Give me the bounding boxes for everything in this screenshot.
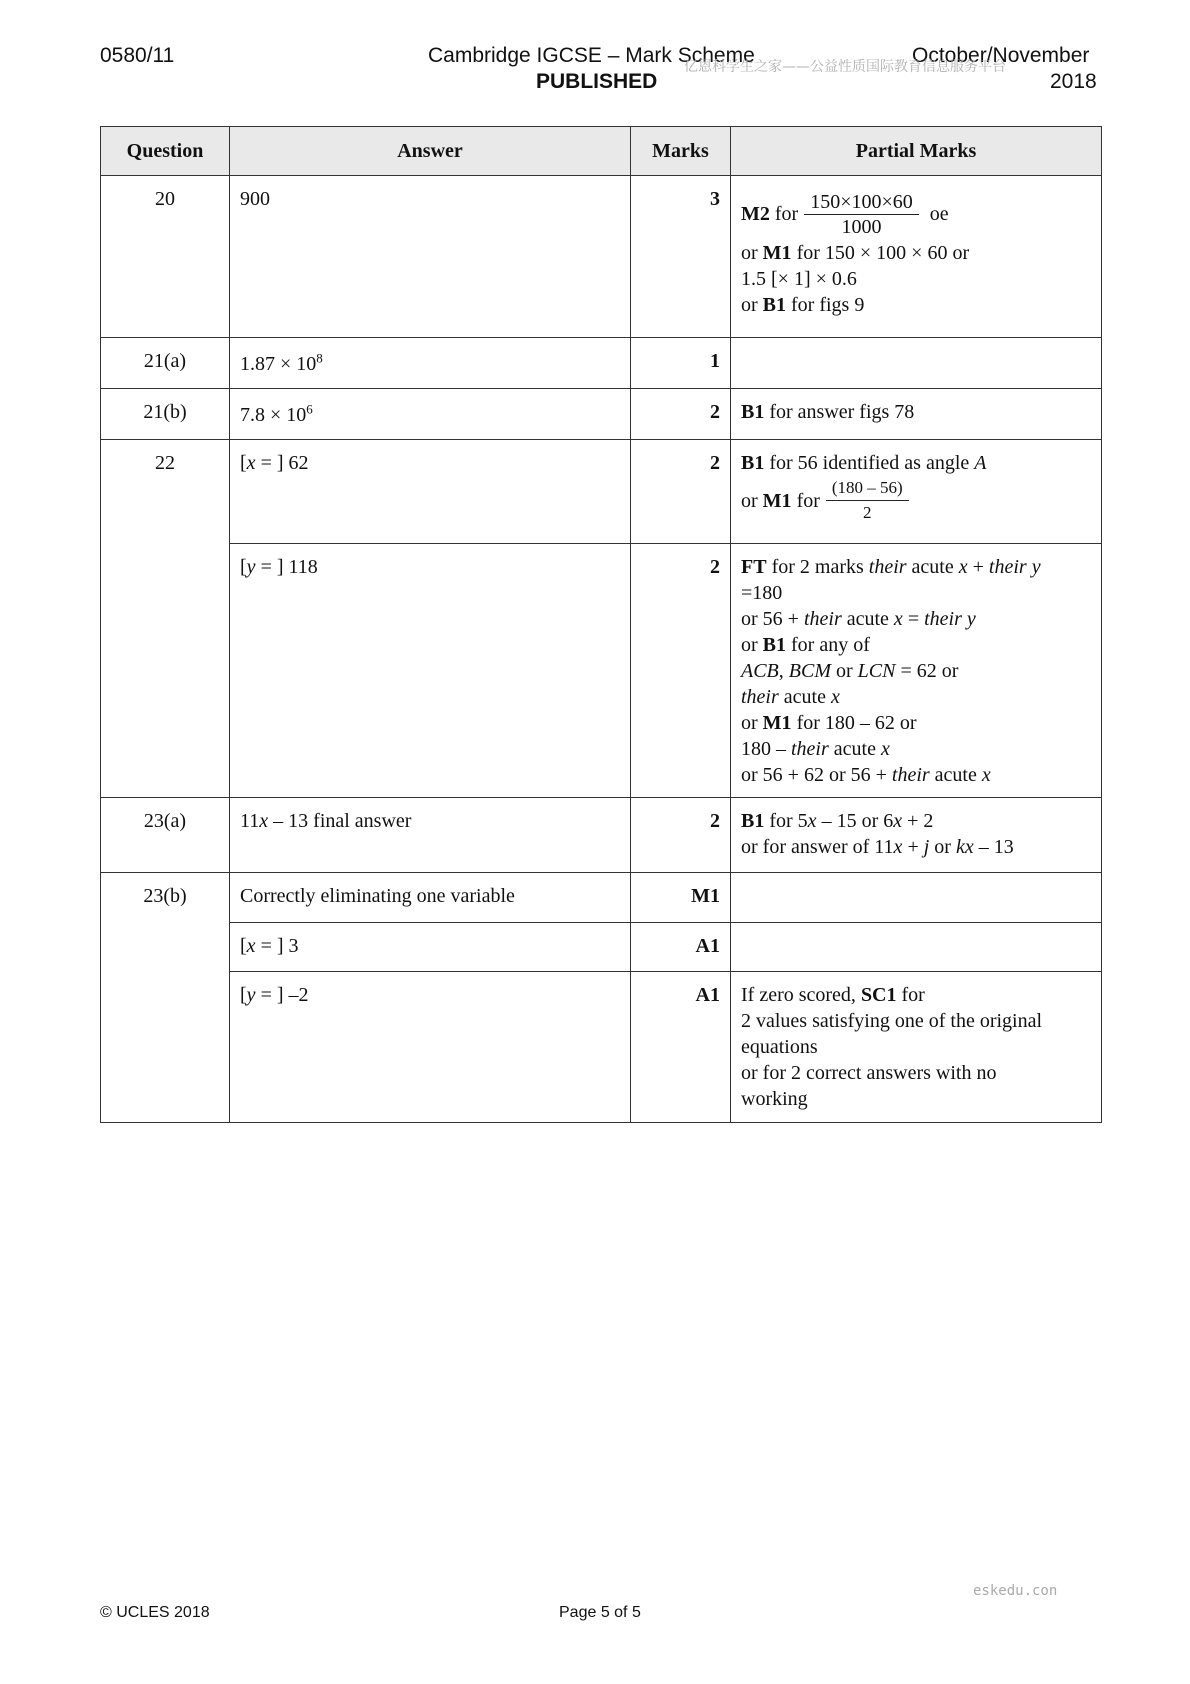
partial-marks-cell: FT for 2 marks their acute x + their y =180 or 56 + their acute x = their y or B1 for any of ACB, BCM or LCN = 62 or their acute x or M1 for 180 – 62 or 180 – their acute x or 56 + 62 or 56 + their acute x [731,544,1102,798]
answer-cell: [x = ] 62 [230,440,631,544]
answer-cell: [x = ] 3 [230,923,631,972]
answer-cell: $7.8 \times 10^6$ [230,389,631,440]
marks-cell: 3 [631,176,731,338]
answer-cell: Correctly eliminating one variable [230,873,631,923]
table-row [101,176,1102,338]
marks-cell: 1 [631,338,731,389]
question-number: 21(b) [101,389,230,440]
marks-cell: A1 [631,923,731,972]
document-title: Cambridge IGCSE – Mark Scheme [428,44,755,67]
table-row [101,873,1102,923]
mark-scheme-table [100,126,1102,1123]
table-row [101,972,1102,1123]
answer-cell: 900 [230,176,631,338]
question-number: 21(a) [101,338,230,389]
marks-cell: 2 [631,544,731,798]
question-header: Question [101,127,230,176]
question-number: 22 [101,440,230,798]
watermark-text: 亿恩科学生之家——公益性质国际教育信息服务平台 [684,59,1006,75]
table-row [101,798,1102,873]
fraction: $\frac{150\times 100\times 60}{1000}$ [804,190,919,239]
page-number: Page 5 of 5 [559,1604,641,1621]
table-row [101,338,1102,389]
question-number: 23(b) [101,873,230,1123]
partial-marks-cell: If zero scored, SC1 for 2 values satisfying one of the original equations or for 2 correct answers with no working [731,972,1102,1123]
answer-cell: [y = ] –2 [230,972,631,1123]
partial-marks-cell [731,923,1102,972]
table-row [101,544,1102,798]
published-label: PUBLISHED [536,70,658,93]
question-number: 20 [101,176,230,338]
copyright: © UCLES 2018 [100,1604,210,1621]
partial-marks-cell: B1 for 56 identified as angle A or M1 for $\frac{(180 - 56)}{2}$ [731,440,1102,544]
partial-marks-cell [731,338,1102,389]
marks-cell: 2 [631,389,731,440]
partial-marks-header: Partial Marks [731,127,1102,176]
table-row [101,389,1102,440]
site-watermark: eskedu.con [973,1583,1058,1599]
marks-cell: A1 [631,972,731,1123]
partial-marks-cell: B1 for 5x – 15 or 6x + 2 or for answer of 11x + j or kx – 13 [731,798,1102,873]
fraction: $\frac{(180 - 56)}{2}$ [826,476,909,525]
partial-marks-cell: M2 for $\frac{150\times 100\times 60}{1000}$ oe or M1 for 150 × 100 × 60 or 1.5 [× 1] × 0.6 or B1 for figs 9 [731,176,1102,338]
exam-session: October/November [912,44,1090,67]
answer-cell: [y = ] 118 [230,544,631,798]
marks-header: Marks [631,127,731,176]
question-number: 23(a) [101,798,230,873]
table-header-row [101,127,1102,176]
answer-header: Answer [230,127,631,176]
exam-year: 2018 [1050,70,1097,93]
marks-cell: M1 [631,873,731,923]
answer-cell: $1.87 \times 10^8$ [230,338,631,389]
table-row [101,440,1102,544]
document-code: 0580/11 [100,44,175,67]
answer-cell: 11x – 13 final answer [230,798,631,873]
table-row [101,923,1102,972]
partial-marks-cell: B1 for answer figs 78 [731,389,1102,440]
marks-cell: 2 [631,798,731,873]
marks-cell: 2 [631,440,731,544]
partial-marks-cell [731,873,1102,923]
